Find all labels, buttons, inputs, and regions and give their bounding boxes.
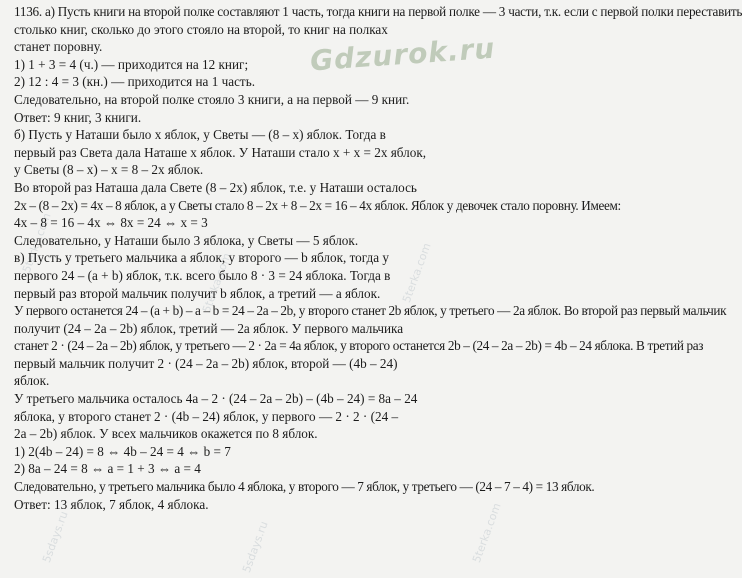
answer-line: Ответ: 13 яблок, 7 яблок, 4 яблока.	[14, 496, 209, 512]
text-line: первый раз Света дала Наташе x яблок. У Наташи стало x + x = 2x яблок,	[14, 144, 427, 160]
text-line: яблок.	[14, 373, 50, 389]
text-line: 1) 1 + 3 = 4 (ч.) — приходится на 12 книг;	[14, 56, 249, 72]
text-line: 1136. а) Пусть книги на второй полке составляют 1 часть, тогда книги на первой полке — 3 части, т.к. если с первой полки переставить	[14, 4, 742, 19]
text-line: столько книг, сколько до этого стояло на второй, то книг на полках	[14, 21, 388, 37]
text-line: Во второй раз Наташа дала Свете (8 – 2x) яблок, т.е. у Наташи осталось	[14, 179, 417, 195]
text-line: 2x – (8 – 2x) = 4x – 8 яблок, а у Светы стало 8 – 2x + 8 – 2x = 16 – 4x яблок. Яблок у девочек стало поровну. Имеем:	[14, 197, 621, 213]
text-line: получит (24 – 2a – 2b) яблок, третий — 2a яблок. У первого мальчика	[14, 320, 404, 336]
text-line: Следовательно, на второй полке стояло 3 книги, а на первой — 9 книг.	[14, 91, 410, 107]
text-line: Следовательно, у третьего мальчика было 4 яблока, у второго — 7 яблок, у третьего — (24 – 7 – 4) = 13 яблок.	[14, 479, 595, 495]
solution-text	[14, 3, 742, 513]
side-watermark: 5terka.com	[400, 241, 434, 305]
side-watermark: 5sdays.ru	[40, 509, 71, 565]
text-line: У первого останется 24 – (a + b) – a – b = 24 – 2a – 2b, у второго станет 2b яблок, у третьего — 2a яблок. Во второй раз первый мальчик	[14, 303, 727, 319]
site-watermark: Gdzurok.ru	[309, 31, 497, 78]
text-line: У третьего мальчика осталось 4a – 2 · (24 – 2a – 2b) – (4b – 24) = 8a – 24	[14, 391, 418, 407]
side-watermark: 5terka.com	[470, 501, 504, 565]
text-line: в) Пусть у третьего мальчика a яблок, у второго — b яблок, тогда у	[14, 250, 389, 266]
text-line: Следовательно, у Наташи было 3 яблока, у Светы — 5 яблок.	[14, 232, 359, 248]
side-watermark: 5terka.com	[20, 211, 54, 275]
text-line: 2a – 2b) яблок. У всех мальчиков окажется по 8 яблок.	[14, 426, 318, 442]
text-line: первый раз второй мальчик получит b яблок, а третий — a яблок.	[14, 285, 381, 301]
text-line: первый мальчик получит 2 · (24 – 2a – 2b) яблок, второй — (4b – 24)	[14, 355, 398, 371]
equation-line: 4x – 8 = 16 – 4x ⇔ 8x = 24 ⇔ x = 3	[14, 215, 208, 231]
text-line: первого 24 – (a + b) яблок, т.к. всего было 8 · 3 = 24 яблока. Тогда в	[14, 267, 391, 283]
text-line: у Светы (8 – x) – x = 8 – 2x яблок.	[14, 162, 204, 178]
side-watermark: 5sdays.ru	[240, 519, 271, 575]
text-line: станет 2 · (24 – 2a – 2b) яблок, у третьего — 2 · 2a = 4a яблок, у второго останется 2b – (24 – 2a – 2b) = 4b – 24 яблока. В третий раз	[14, 338, 704, 354]
text-line: 2) 12 : 4 = 3 (кн.) — приходится на 1 часть.	[14, 74, 255, 90]
text-line: Ответ: 9 книг, 3 книги.	[14, 109, 142, 125]
text-line: б) Пусть у Наташи было x яблок, у Светы — (8 – x) яблок. Тогда в	[14, 127, 386, 143]
side-watermark: 5terka.com	[200, 251, 234, 315]
text-line: станет поровну.	[14, 39, 103, 55]
equation-line: 1) 2(4b – 24) = 8 ⇔ 4b – 24 = 4 ⇔ b = 7	[14, 443, 231, 459]
equation-line: 2) 8a – 24 = 8 ⇔ a = 1 + 3 ⇔ a = 4	[14, 461, 201, 477]
text-line: яблока, у второго станет 2 · (4b – 24) яблок, у первого — 2 · 2 · (24 –	[14, 408, 399, 424]
